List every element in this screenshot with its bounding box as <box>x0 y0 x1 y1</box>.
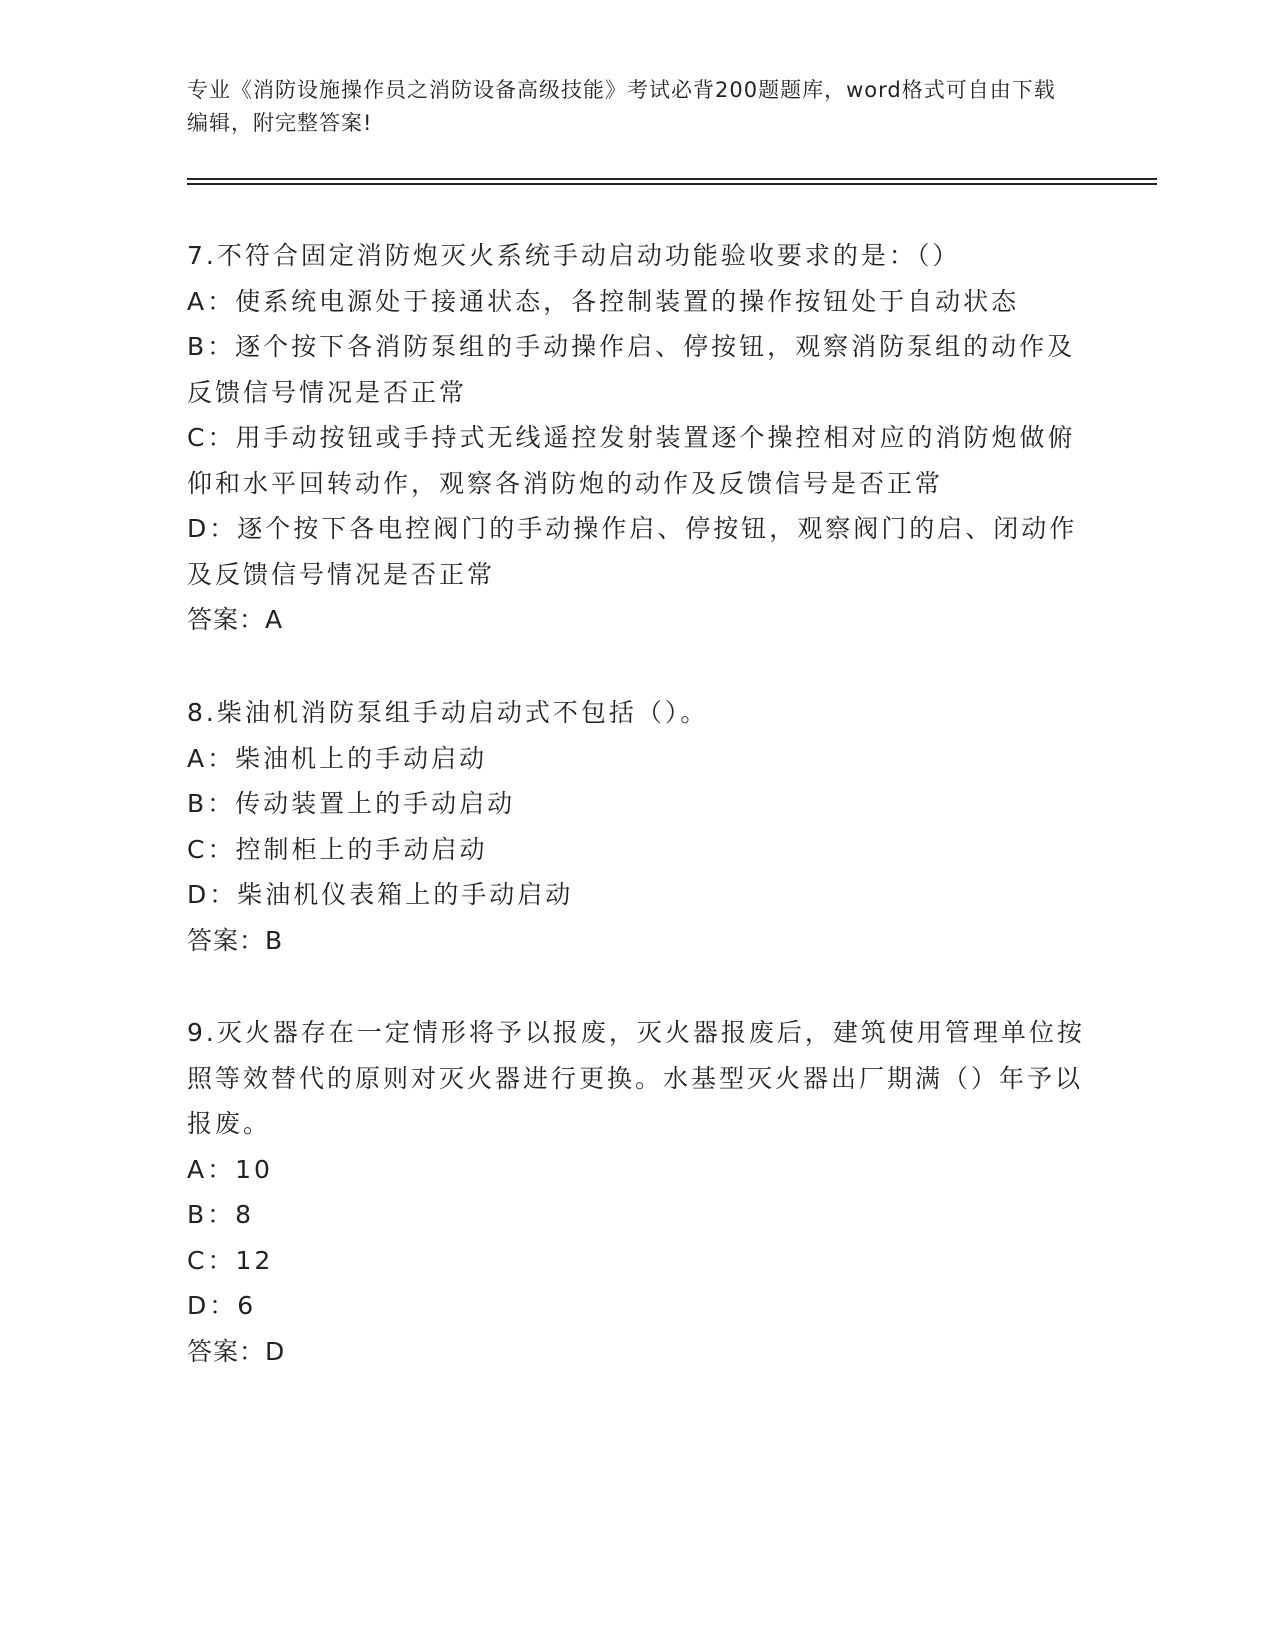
option-a: A：使系统电源处于接通状态，各控制装置的操作按钮处于自动状态 <box>187 286 1020 316</box>
answer-line: 答案：A <box>187 605 284 634</box>
option-b: B：逐个按下各消防泵组的手动操作启、停按钮，观察消防泵组的动作及反馈信号情况是否正常 <box>187 332 1076 407</box>
option-b: B：8 <box>187 1200 255 1229</box>
option-b: B：传动装置上的手动启动 <box>187 789 516 818</box>
header-divider-bottom <box>187 183 1157 185</box>
option-a: A：10 <box>187 1154 273 1184</box>
question-9 <box>187 1010 1087 1374</box>
header-divider-top <box>187 178 1157 180</box>
option-c: C：用手动按钮或手持式无线遥控发射装置逐个操控相对应的消防炮做俯仰和水平回转动作，观察各消防炮的动作及反馈信号是否正常 <box>187 423 1076 498</box>
option-c: C：12 <box>187 1245 274 1275</box>
question-stem: 7.不符合固定消防炮灭火系统手动启动功能验收要求的是：（） <box>187 241 961 270</box>
option-a: A：柴油机上的手动启动 <box>187 743 488 773</box>
document-header-title: 专业《消防设施操作员之消防设备高级技能》考试必背200题题库，word格式可自由下载编辑，附完整答案! <box>187 78 1056 135</box>
question-stem: 9.灭火器存在一定情形将予以报废，灭火器报废后，建筑使用管理单位按照等效替代的原则对灭火器进行更换。水基型灭火器出厂期满（）年予以报废。 <box>187 1018 1085 1138</box>
answer-line: 答案：D <box>187 1336 286 1366</box>
question-stem: 8.柴油机消防泵组手动启动式不包括（）。 <box>187 698 709 727</box>
question-7 <box>187 233 1087 643</box>
option-d: D：柴油机仪表箱上的手动启动 <box>187 880 574 909</box>
option-c: C：控制柜上的手动启动 <box>187 834 488 864</box>
option-d: D：逐个按下各电控阀门的手动操作启、停按钮，观察阀门的启、闭动作及反馈信号情况是否正常 <box>187 514 1078 589</box>
option-d: D：6 <box>187 1291 257 1320</box>
question-8 <box>187 690 1087 963</box>
answer-line: 答案：B <box>187 925 284 955</box>
